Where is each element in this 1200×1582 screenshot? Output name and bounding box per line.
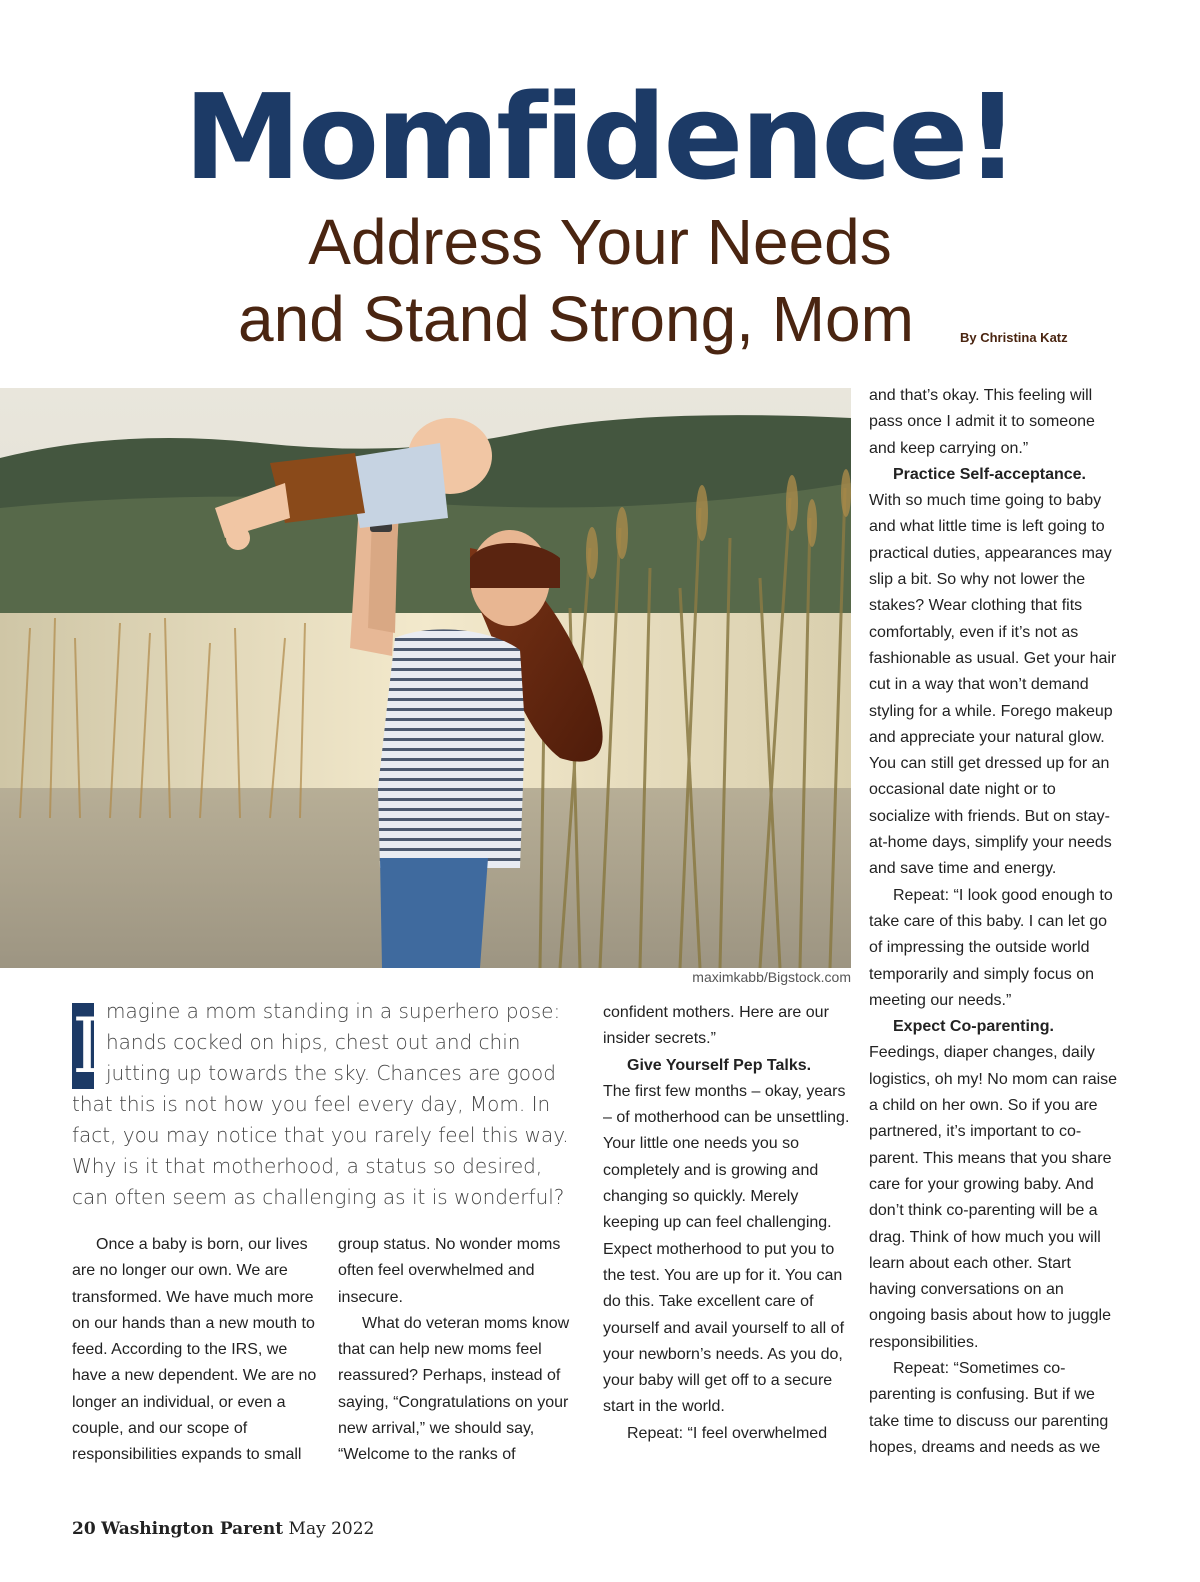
- mother-baby-photo: [0, 388, 851, 968]
- drop-cap: I: [72, 1001, 103, 1090]
- column-2: [338, 1232, 588, 1469]
- page-number: 20: [72, 1519, 96, 1539]
- body-paragraph: and that’s okay. This feeling will pass once I admit it to someone and keep carrying on.”: [869, 387, 1095, 457]
- lede-paragraph: [72, 996, 582, 1213]
- photo-credit: maximkabb/Bigstock.com: [692, 969, 851, 985]
- lede-text: magine a mom standing in a superhero pose: hands cocked on hips, chest out and chin jutting up towards the sky. Chances are good that this is not how you feel every day, Mom. In fact, you may notice that you rarely feel this way. Why is it that motherhood, a status so desired, can often seem as challenging as it is wonderful?: [72, 999, 569, 1209]
- column-3: [603, 1000, 851, 1447]
- article-subtitle-line-2: and Stand Strong, Mom: [238, 283, 914, 355]
- body-paragraph: Repeat: “I feel overwhelmed: [627, 1424, 828, 1442]
- body-paragraph: group status. No wonder moms often feel overwhelmed and insecure.: [338, 1236, 561, 1306]
- body-paragraph: The first few months – okay, years – of motherhood can be unsettling. Your little one needs you so completely and is growing and changing so quickly. Merely keeping up can feel challenging. Expect motherhood to put you to the test. You are up for it. You can do this. Take excellent care of yourself and avail yourself to all of your newborn’s needs. As you do, your baby will get off to a secure start in the world.: [603, 1082, 850, 1416]
- section-heading: Give Yourself Pep Talks.: [627, 1056, 812, 1074]
- issue-date: May 2022: [288, 1519, 375, 1539]
- publication-name: Washington Parent: [101, 1519, 284, 1539]
- body-paragraph: Once a baby is born, our lives are no longer our own. We are transformed. We have much more on our hands than a new mouth to feed. According to the IRS, we have a new dependent. We are no longer an individual, or even a couple, and our scope of responsibilities expands to small: [72, 1236, 317, 1464]
- body-paragraph: With so much time going to baby and what little time is left going to practical duties, appearances may slip a bit. So why not lower the stakes? Wear clothing that fits comfortably, even if it’s not as fashionable as usual. Get your hair cut in a way that won’t demand styling for a while. Forego makeup and appreciate your natural glow. You can still get dressed up for an occasional date night or to socialize with friends. But on stay-at-home days, simplify your needs and save time and energy.: [869, 492, 1117, 878]
- section-heading: Expect Co-parenting.: [893, 1018, 1054, 1036]
- body-paragraph: confident mothers. Here are our insider secrets.”: [603, 1004, 829, 1048]
- column-4: [869, 383, 1121, 1461]
- page-footer: [72, 1519, 374, 1539]
- article-title: Momfidence!: [183, 68, 1017, 206]
- article-subtitle-line-1: Address Your Needs: [308, 206, 892, 278]
- body-paragraph: Repeat: “I look good enough to take care of this baby. I can let go of impressing the outside world temporarily and simply focus on meeting our needs.”: [869, 886, 1113, 1009]
- section-heading: Practice Self-acceptance.: [893, 465, 1086, 483]
- byline: By Christina Katz: [960, 330, 1068, 345]
- column-1: [72, 1232, 322, 1469]
- body-paragraph: What do veteran moms know that can help new moms feel reassured? Perhaps, instead of saying, “Congratulations on your new arrival,” we should say, “Welcome to the ranks of: [338, 1314, 570, 1464]
- body-paragraph: Feedings, diaper changes, daily logistics, oh my! No mom can raise a child on her own. So if you are partnered, it’s important to co-parent. This means that you share care for your growing baby. And don’t think co-parenting will be a drag. Think of how much you will learn about each other. Start having conversations on an ongoing basis about how to juggle responsibilities.: [869, 1044, 1118, 1351]
- body-paragraph: Repeat: “Sometimes co-parenting is confusing. But if we take time to discuss our parenting hopes, dreams and needs as we: [869, 1359, 1109, 1456]
